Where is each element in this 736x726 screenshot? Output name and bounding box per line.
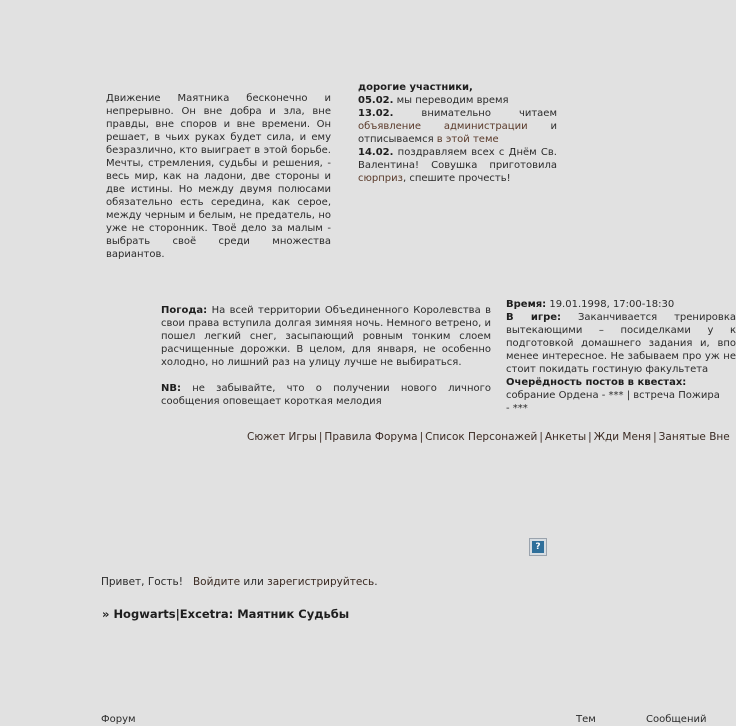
news-text-3a: поздравляем всех с Днём Св. Валентина! Совушка приготовила (358, 147, 557, 171)
time-value: 19.01.1998, 17:00-18:30 (546, 299, 675, 310)
guest-greeting (101, 576, 378, 589)
col-header-messages: Сообщений (646, 714, 707, 725)
register-link[interactable]: зарегистрируйтесь (267, 576, 375, 588)
breadcrumb-forum-link[interactable]: Hogwarts|Excetra: Маятник Судьбы (113, 607, 350, 621)
news-date-3: 14.02. (358, 147, 394, 158)
news-block (358, 81, 557, 185)
nav-characters-link[interactable]: Список Персонажей (425, 431, 538, 443)
queue-text: собрание Ордена - *** | встреча Пожира (506, 390, 720, 401)
news-text-2b: и отписываемся (358, 121, 557, 145)
weather-label: Погода: (161, 305, 208, 316)
help-icon[interactable] (529, 538, 547, 556)
this-topic-link[interactable]: в этой теме (436, 134, 499, 145)
nav-separator: | (588, 431, 592, 443)
question-mark-icon: ? (532, 541, 544, 553)
news-text-2a: внимательно читаем (393, 108, 557, 119)
breadcrumb-prefix: » (102, 607, 114, 621)
news-heading: дорогие участники, (358, 82, 473, 93)
time-label: Время: (506, 299, 547, 310)
nav-profiles-link[interactable]: Анкеты (544, 431, 587, 443)
nav-separator: | (653, 431, 657, 443)
login-link[interactable]: Войдите (192, 576, 241, 588)
nav-separator: | (318, 431, 323, 443)
game-info-block (506, 298, 736, 415)
greeting-end: . (374, 576, 378, 588)
nav-links (247, 431, 730, 444)
greeting-or: или (240, 576, 268, 588)
nav-separator: | (419, 431, 424, 443)
col-header-forum: Форум (101, 714, 136, 725)
ingame-label: В игре: (506, 312, 562, 323)
nav-taken-link[interactable]: Занятые Вне (658, 431, 730, 443)
nb-text: не забывайте, что о получении нового личного сообщения оповещает короткая мелодия (161, 383, 491, 407)
nav-separator: | (539, 431, 543, 443)
surprise-link[interactable]: сюрприз (358, 173, 403, 184)
queue-text-2: - *** (506, 403, 528, 414)
news-text-1: мы переводим время (393, 95, 509, 106)
col-header-topics: Тем (576, 714, 596, 725)
nav-rules-link[interactable]: Правила Форума (324, 431, 418, 443)
weather-block (161, 304, 491, 408)
news-text-3b: , спешите прочесть! (402, 173, 511, 184)
nb-label: NB: (161, 383, 181, 394)
breadcrumb (102, 608, 349, 621)
greeting-hello: Привет, Гость! (101, 576, 183, 588)
announcement-link[interactable]: объявление администрации (358, 121, 528, 132)
ingame-text: Заканчивается тренировка вытекающими – посиделками у к подготовкой домашнего задания и, впо менее интересное. Не забываем про уж не стоит покидать гостиную факультета (506, 312, 736, 375)
queue-label: Очерёдность постов в квестах: (506, 377, 687, 388)
intro-text: Движение Маятника бесконечно и непрерывно. Он вне добра и зла, вне правды, вне споров и вне времени. Он решает, в чьих руках будет сила, и ему безразлично, кто выиграет в этой борьбе. Мечты, стремления, судьбы и решения, - весь мир, как на ладони, две стороны и две истины. Но между двумя полюсами обязательно есть середина, как серое, между черным и белым, не предатель, но уже не сторонник. Твоё дело за малым - выбрать своё среди множества вариантов. (106, 93, 331, 260)
news-date-2: 13.02. (358, 108, 394, 119)
weather-text: На всей территории Объединенного Королевства в свои права вступила долгая зимняя ночь. Немного ветрено, и пошел легкий снег, засыпающий ровным тонким слоем расчищенные дорожки. В целом, для января, не особенно холодно, но лишний раз на улицу лучше не выбираться. (161, 305, 491, 368)
nav-plot-link[interactable]: Сюжет Игры (247, 431, 317, 443)
nav-wait-link[interactable]: Жди Меня (593, 431, 652, 443)
news-date-1: 05.02. (358, 95, 394, 106)
